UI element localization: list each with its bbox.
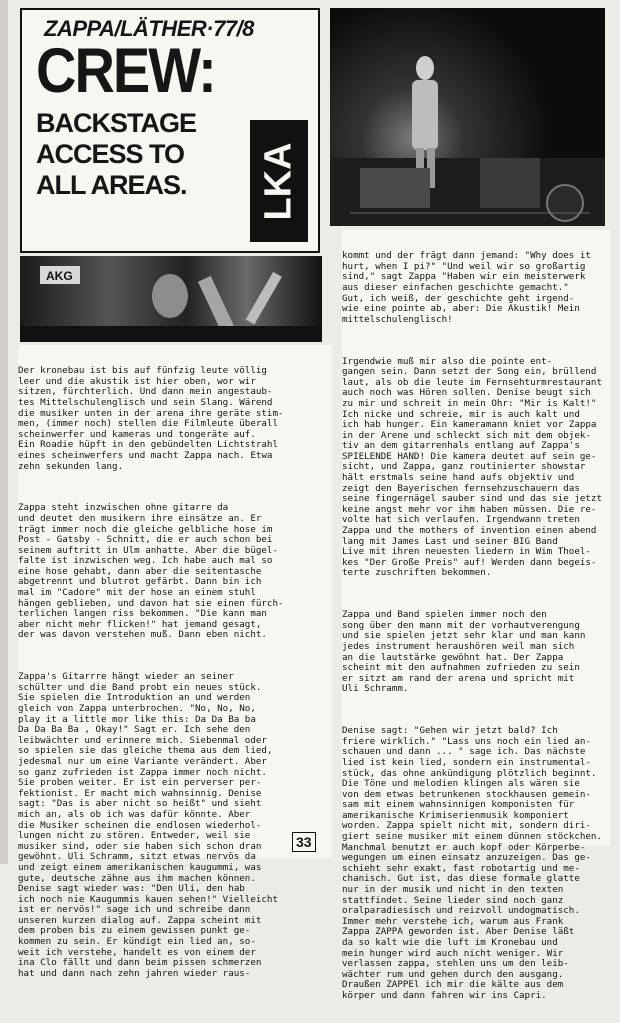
subtitle-line: BACKSTAGE: [36, 108, 197, 138]
header-subtitle: [36, 108, 246, 201]
subtitle-line: ALL AREAS.: [36, 170, 187, 200]
page-spine: [0, 0, 8, 864]
article-header: [20, 8, 320, 253]
page-number: 33: [292, 832, 316, 852]
article-paragraph: Zappa's Gitarrre hängt wieder an seiner schülter und die Band probt ein neues stück. Sie spielen die Introduktion an und werden gleich von Zappa unterbrochen. "No, No, No, play it a little mor like this: Da Da Ba ba Da Da Ba Ba , Okay!" Sagt er. Ich sehe den leibwächter und erinnere mich. Siebenmal oder so spielen sie das gleiche thema aus dem lied, jedesmal nur um eine Variante verändert. Aber so ganz zufrieden ist Zappa immer noch nicht. Sie proben weiter. Er ist ein perverser per- fektionist. Er macht mich wahnsinnig. Denise sagt: "Das is aber nicht so heißt" und sieht mich an, als ob ich was dafür könnte. Aber die Musiker scheinen die endlosen wiederhol- lungen nicht zu stören. Entweder, weil sie musiker sind, oder sie haben sich schon dran gewöhnt. Uli Schramm, sitzt etwas nervös da und zeigt einem amerikanischen kaugummi, was gute, deutsche zähne aus ihm machen können. Denise sagt wieder was: "Den Uli, den hab ich noch nie Kaugummis kauen sehen!" Vielleicht ist er nervös!" sage ich und schreibe dann unseren kurzen dialog auf. Zappa scheint mit dem proben bis zu einem gewissen punkt ge- kommen zu sein. Er kündigt ein lied an, so- weit ich verstehe, handelt es von einem der ina Clo fällt und dann beim pissen schmerzen hat und dann nach zehn jahren wieder raus-: [18, 671, 278, 979]
article-paragraph: Denise sagt: "Gehen wir jetzt bald? Ich friere wirklich." "Lass uns noch ein lied an- schauen und dann ... " sage ich. Das nächste lied ist kein lied, sondern ein instrumental- stück, das ohne ankündigung plötzlich beginnt. Die Töne und melodien klingen als wären sie von dem etwas betrunkenen stockhausen gemein- sam mit einem wahnsinnigen komponisten für amerikanische Krimiserienmusik komponiert worden. Zappa spielt nicht mit, sondern diri- giert seine musiker mit einem dünnen stöckchen. Manchmal benutzt er auch kopf oder Körperbe- wegungen um einen einsatz anzuzeigen. Das ge- schieht sehr exakt, fast robotartig und me- chanisch. Gut ist, das diese formale glatte nur in der musik und nicht in den texten stattfindet. Seine lieder sind noch ganz oralparadiesisch und reizvoll undogmatisch. Immer mehr verstehe ich, warum aus Frank Zappa ZAPPA geworden ist. Aber Denise läßt da so kalt wie die luft im Kronebau und mein hunger wird auch nicht weniger. Wir verlassen zappa, stehlen uns um den leib- wächter rum und gehen durch den ausgang. Draußen ZAPPEl ich mir die kälte aus dem körper und dann fahren wir ins Capri.: [342, 725, 602, 1001]
svg-text:AKG: AKG: [46, 269, 73, 283]
lka-logo: [250, 120, 308, 242]
concert-photo-stage: [330, 8, 605, 226]
article-paragraph: Zappa steht inzwischen ohne gitarre da und deutet den musikern ihre einsätze an. Er trägt immer noch die gleiche gelbliche hose im Post - Gatsby - Schnitt, die er auch schon bei seinem auftritt in Ulm anhatte. Aber die bügel- falte ist inzwischen weg. Ich habe auch mal so eine hose gehabt, dann aber die seitentasche abgetrennt und blutrot gefärbt. Dann bin ich mal im "Cadore" mit der hose an einem stuhl hängen geblieben, und davon hat sie einen fürch- terlichen langen riss bekommen. "Die kann man aber nicht mehr flicken!" hat jemand gesagt, der was davon verstehen muß. Dann eben nicht.: [18, 502, 284, 641]
article-paragraph: kommt und der frägt dann jemand: "Why does it hurt, when I pi?" "Und weil wir so großartig sind," sagt Zappa "Haben wir ein meisterwerk aus dieser einfachen geschichte gemacht." Gut, ich weiß, der geschichte geht irgend- wie eine pointe ab, aber: Die Akustik! Mein mittelschulenglisch!: [342, 250, 591, 325]
header-title: CREW:: [36, 34, 215, 106]
logo-text: LKA: [257, 141, 300, 221]
concert-photo-band: [20, 256, 322, 342]
band-photo-illustration: [20, 256, 322, 342]
article-paragraph: Der kronebau ist bis auf fünfzig leute völlig leer und die akustik ist hier oben, wor wir sitzen, fürchterlich. Und dann mein angestaub- tes Mittelschulenglisch und sein Slang. Wärend die musiker unten in der arena ihre geräte stim- men, (immer noch) stellen die Filmleute überall scheinwerfer und kameras und tongeräte auf. Ein Roadie hüpft in den gebündelten Lichtstrahl eines scheinwerfers und macht Zappa nach. Etwa zehn sekunden lang.: [18, 365, 284, 472]
article-paragraph: Zappa und Band spielen immer noch den song über den mann mit der vorhautverengung und sie spielen jetzt sehr klar und man kann jedes instrument heraushören weil man sich an die lautstärke gewöhnt hat. Der Zappa scheint mit den aufnahmen zufrieden zu sein er sitzt am rand der arena und spricht mit Uli Schramm.: [342, 609, 586, 695]
header-kicker: ZAPPA/LÄTHER·77/8: [44, 16, 254, 41]
subtitle-line: ACCESS TO: [36, 139, 185, 169]
left-text-column: [18, 345, 332, 979]
stage-photo-illustration: [330, 8, 605, 226]
right-text-column: [342, 230, 610, 1001]
article-paragraph: Irgendwie muß mir also die pointe ent- gangen sein. Dann setzt der Song ein, brüllend laut, als ob die leute im Fernsehturmrestaurant auch noch was Hören sollen. Denise beugt sich zu mir und schreit in mein Ohr: "Mir is Kalt!" Ich nicke und schreie, mir is auch kalt und ich hab hunger. Ein kameramann kniet vor Zappa in der Arene und schleckt sich mit dem objek- tiv an dem gitarrenhals entlang auf Zappa's SPIELENDE HAND! Die kamera deutet auf sein ge- sicht, und Zappa, ganz routinierter showstar hält erstmals seine hand aufs objektiv und zeigt den Bayerischen fernsehzuschauern das seine fingernägel sauber sind und das sie jetzt keine angst mehr vor ihm haben müssen. Die re- volte hat sich verlaufen. Irgendwann treten Zappa und the mothers of invention einen abend lang mit James Last und seiner BIG Band Live mit ihren neuesten liedern in Wim Thoel- kes "Der Große Preis" auf! Werden dann begeis- terte zuschriften bekommen.: [342, 355, 602, 579]
